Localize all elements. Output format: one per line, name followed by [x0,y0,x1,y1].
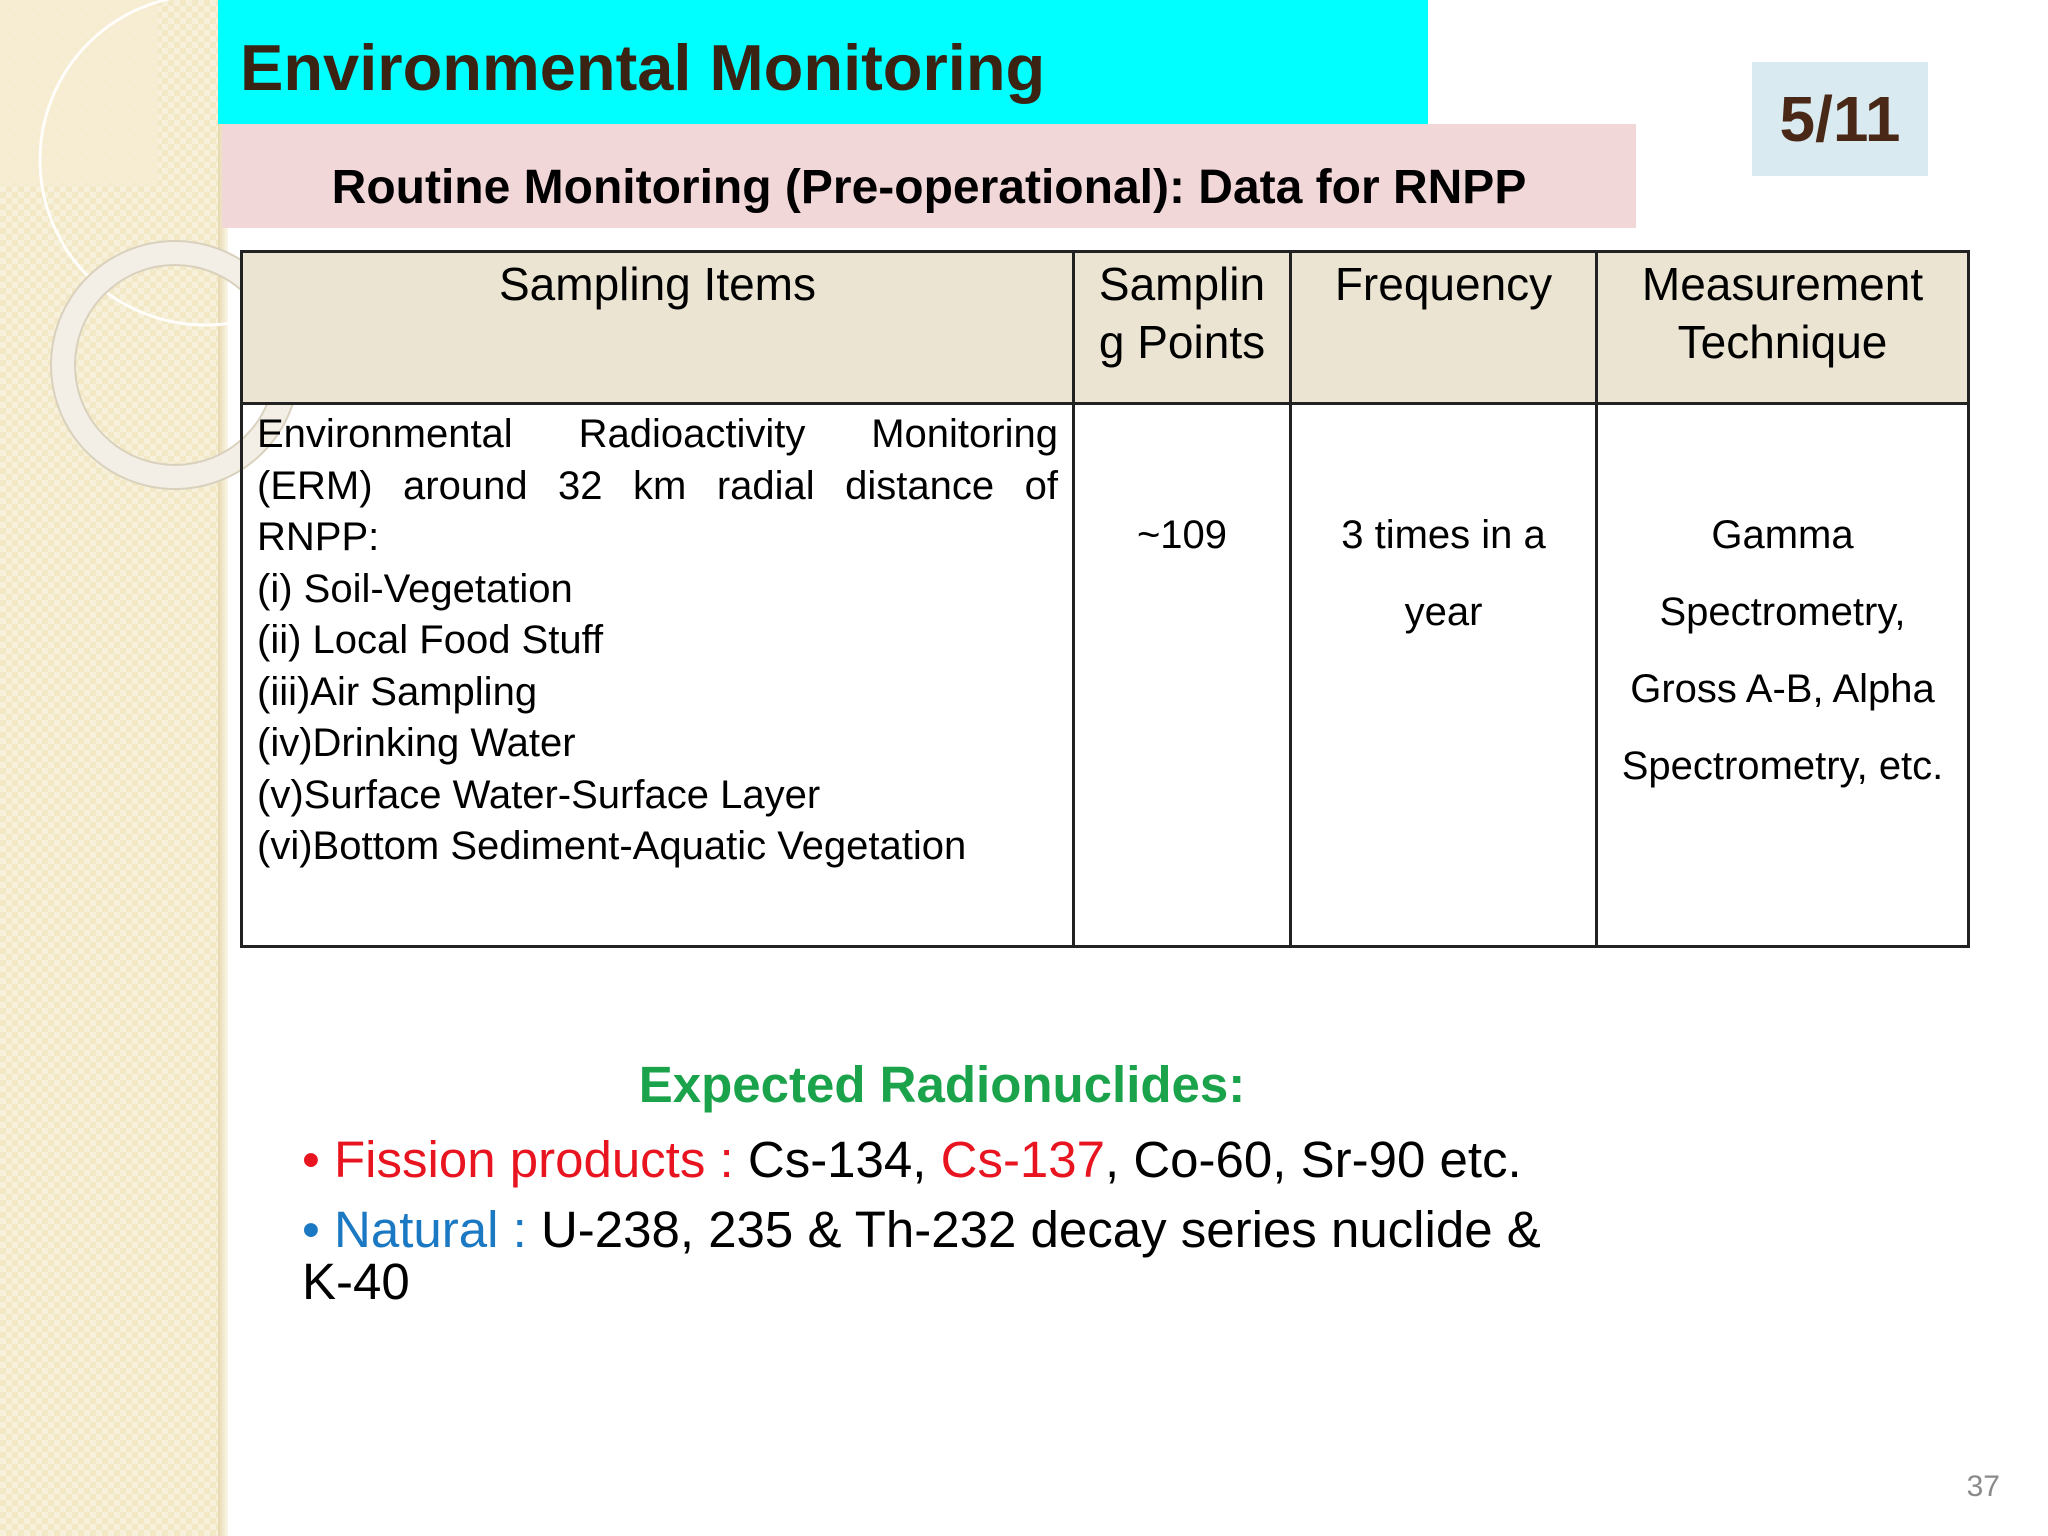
header-label: Measurement Technique [1641,258,1924,368]
monitoring-table [240,250,1970,948]
header-measurement-technique [1597,252,1969,404]
page-title: Environmental Monitoring [240,31,1046,104]
natural-text: U-238, 235 & Th-232 decay series nuclide & K-40 [302,1201,1541,1310]
list-item: (ii) Local Food Stuff [257,618,604,662]
bullet-marker: • [302,1201,335,1258]
fission-text: Cs-134, [747,1131,941,1188]
list-item: (v)Surface Water-Surface Layer [257,772,821,817]
fission-highlight: Cs-137 [940,1131,1106,1188]
fission-text-rest: , Co-60, Sr-90 etc. [1105,1131,1522,1188]
header-sampling-items [242,252,1074,404]
page-subtitle: Routine Monitoring (Pre-operational): Data for RNPP [331,161,1527,214]
items-intro: Environmental Radioactivity Monitoring (ERM) around 32 km radial distance of RNPP: [257,412,1058,559]
table-header-row [242,252,1969,404]
header-frequency [1291,252,1597,404]
natural-label: Natural : [334,1201,541,1258]
natural-bullet [302,1201,1562,1310]
header-label: Sampling Items [498,258,816,310]
deco-tile [0,0,158,185]
cell-sampling-points: ~109 [1074,404,1291,947]
cell-measurement-technique: Gamma Spectrometry, Gross A-B, Alpha Spectrometry, etc. [1597,404,1969,947]
header-sampling-points [1074,252,1291,404]
slide-number: 37 [1966,1470,2000,1503]
header-label: Frequency [1334,258,1553,310]
page-counter-badge: 5/11 [1752,62,1928,176]
list-item: (vi)Bottom Sediment-Aquatic Vegetation [257,824,967,868]
cell-sampling-items [242,404,1074,947]
cell-frequency: 3 times in a year [1291,404,1597,947]
bullet-marker: • [302,1131,335,1188]
fission-label: Fission products : [334,1131,748,1188]
table-row [242,404,1969,947]
list-item: (iii)Air Sampling [257,669,538,714]
header-label: Samplin g Points [1098,258,1266,368]
radionuclides-heading: Expected Radionuclides: [638,1056,1246,1113]
subtitle-band [222,124,1636,228]
fission-products-bullet [302,1130,1522,1189]
list-item: (iv)Drinking Water [257,721,576,765]
list-item: (i) Soil-Vegetation [257,566,573,611]
